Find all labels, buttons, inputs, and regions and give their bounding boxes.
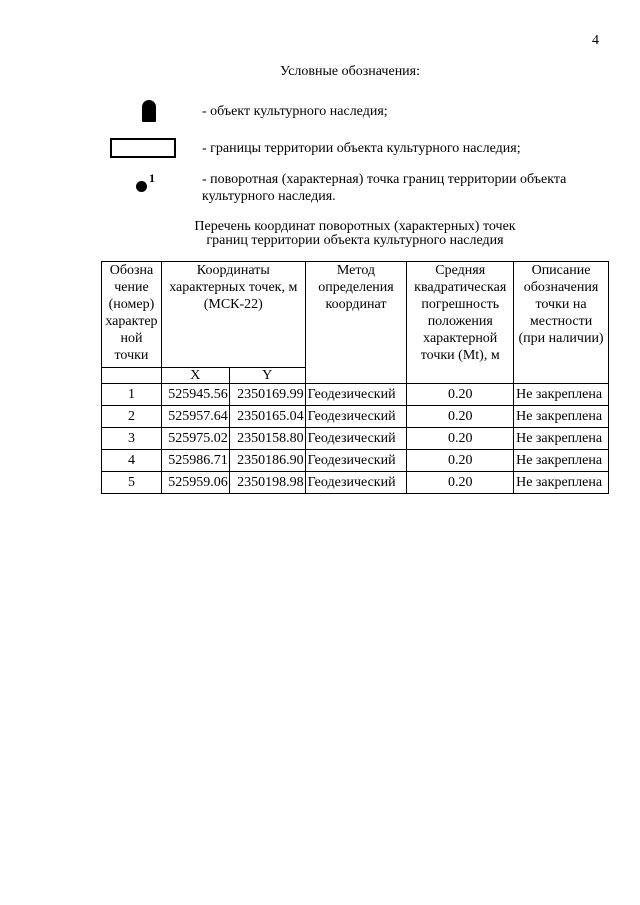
- cell-error: 0.20: [407, 450, 514, 472]
- cell-method: Геодезический: [305, 472, 407, 494]
- cell-description: Не закреплена: [514, 406, 609, 428]
- cell-number: 3: [102, 428, 162, 450]
- table-title-line: Перечень координат поворотных (характерных) точек: [194, 219, 516, 234]
- cell-method: Геодезический: [305, 450, 407, 472]
- table-row: [102, 428, 609, 450]
- legend-item-territory-boundary: [108, 138, 608, 162]
- table-row: [102, 406, 609, 428]
- header-x: X: [161, 368, 229, 384]
- coordinates-table: [101, 261, 609, 494]
- cell-x: 525959.06: [161, 472, 229, 494]
- header-method: Метод определения координат: [305, 262, 407, 384]
- table-title-line: границ территории объекта культурного наследия: [206, 233, 504, 248]
- cell-description: Не закреплена: [514, 384, 609, 406]
- cell-method: Геодезический: [305, 428, 407, 450]
- cell-method: Геодезический: [305, 384, 407, 406]
- legend-item-heritage-object: [108, 100, 608, 126]
- header-y: Y: [229, 368, 305, 384]
- point-number-label: 1: [149, 171, 155, 185]
- cell-y: 2350165.04: [229, 406, 305, 428]
- legend-text: - объект культурного наследия;: [202, 104, 388, 119]
- header-designation: Обозна чение (номер) характер ной точки: [102, 262, 162, 368]
- cell-error: 0.20: [407, 406, 514, 428]
- legend-title: Условные обозначения:: [279, 64, 421, 79]
- table-row: [102, 450, 609, 472]
- legend-item-turning-point: [108, 171, 608, 207]
- point-icon: [136, 181, 147, 192]
- cell-number: 4: [102, 450, 162, 472]
- cell-y: 2350186.90: [229, 450, 305, 472]
- cell-description: Не закреплена: [514, 472, 609, 494]
- cell-number: 1: [102, 384, 162, 406]
- cell-description: Не закреплена: [514, 428, 609, 450]
- cell-number: 5: [102, 472, 162, 494]
- cell-x: 525975.02: [161, 428, 229, 450]
- header-spacer: [102, 368, 162, 384]
- cell-description: Не закреплена: [514, 450, 609, 472]
- cell-x: 525945.56: [161, 384, 229, 406]
- cell-method: Геодезический: [305, 406, 407, 428]
- cell-number: 2: [102, 406, 162, 428]
- cell-x: 525957.64: [161, 406, 229, 428]
- boundary-rectangle-icon: [110, 138, 176, 158]
- cell-y: 2350169.99: [229, 384, 305, 406]
- cell-error: 0.20: [407, 472, 514, 494]
- cell-x: 525986.71: [161, 450, 229, 472]
- monument-icon: [142, 100, 156, 122]
- cell-error: 0.20: [407, 384, 514, 406]
- cell-y: 2350198.98: [229, 472, 305, 494]
- page-number: 4: [592, 33, 599, 48]
- header-description: Описание обозначения точки на местности (при наличии): [514, 262, 609, 384]
- legend-text: - поворотная (характерная) точка границ территории объекта культурного наследия.: [202, 172, 567, 204]
- table-row: [102, 472, 609, 494]
- cell-error: 0.20: [407, 428, 514, 450]
- cell-y: 2350158.80: [229, 428, 305, 450]
- legend-text: - границы территории объекта культурного наследия;: [202, 141, 521, 156]
- header-error: Средняя квадратическая погрешность положения характерной точки (Mt), м: [407, 262, 514, 384]
- table-title: [100, 220, 610, 248]
- header-coordinates: Координаты характерных точек, м (МСК-22): [161, 262, 305, 368]
- table-row: [102, 384, 609, 406]
